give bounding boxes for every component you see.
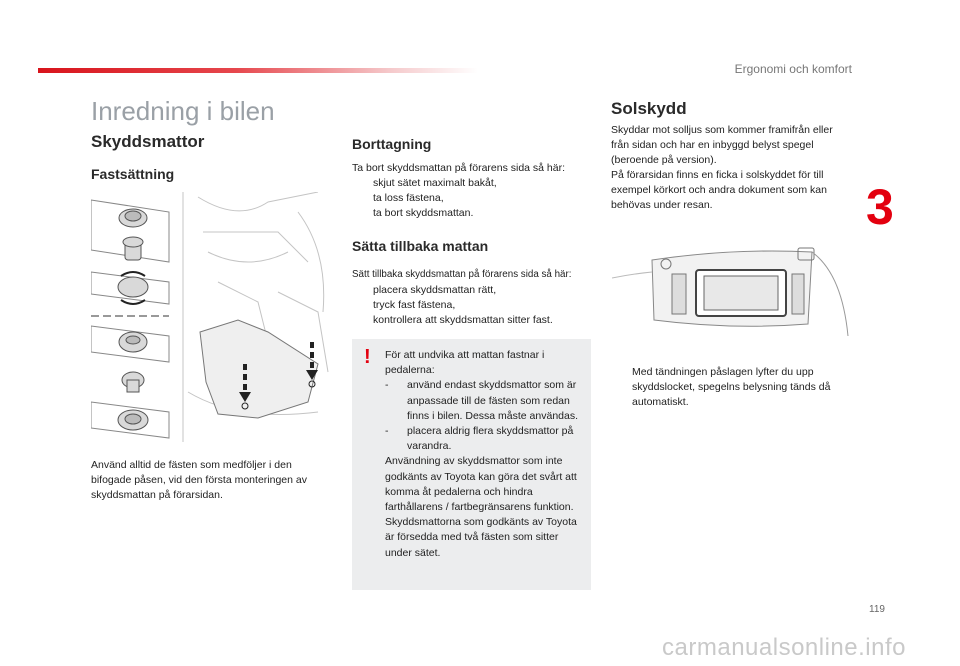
warning-icon: ! xyxy=(364,346,371,368)
watermark: carmanualsonline.info xyxy=(662,634,906,661)
mats-heading: Skyddsmattor xyxy=(91,132,205,151)
list-item: Med tändningen påslagen lyfter du upp skyddslocket, spegelns belysning tänds då automatiskt. xyxy=(632,366,831,408)
refit-heading: Sätta tillbaka mattan xyxy=(352,238,489,254)
fastener-step-3 xyxy=(91,326,169,392)
warning-para: Skyddsmattorna som godkänts av Toyota är försedda med två fästen som sitter under sätet. xyxy=(385,516,577,559)
list-item: placera skyddsmattan rätt, xyxy=(373,284,497,296)
fastener-step-2 xyxy=(91,272,169,304)
removal-intro: Ta bort skyddsmattan på förarens sida så här: xyxy=(352,162,566,174)
floor-mat-illustration xyxy=(178,192,330,444)
sunvisor-text-2: På förarsidan finns en ficka i solskyddet för till exempel körkort och andra dokument som kan behövas under resan. xyxy=(611,169,827,211)
warning-item: - använd endast skyddsmattor som är anpassade till de fästen som redan finns i bilen. Dessa måste användas. xyxy=(385,379,579,422)
warning-para: Användning av skyddsmattor som inte godkänts av Toyota kan göra det svårt att komma åt pedalerna och hindra farthållarens / fartbegränsarens funktion. xyxy=(385,455,577,514)
fastener-step-1 xyxy=(91,200,169,262)
fitting-text: Använd alltid de fästen som medföljer i den bifogade påsen, vid den första monteringen av skyddsmattan på förarsidan. xyxy=(91,459,307,501)
list-item: kontrollera att skyddsmattan sitter fast. xyxy=(373,314,553,326)
refit-steps xyxy=(352,283,592,328)
fastener-illustrations xyxy=(91,190,171,440)
header-accent-bar xyxy=(38,68,478,73)
sunvisor-text: Skyddar mot solljus som kommer framifrån eller från sidan och har en inbyggd belyst spegel (beroende på version). xyxy=(611,124,833,166)
section-title: Ergonomi och komfort xyxy=(734,62,852,76)
floor-mat xyxy=(200,320,318,418)
warning-box xyxy=(352,339,591,590)
fitting-heading: Fastsättning xyxy=(91,166,175,182)
sunvisor-illustration xyxy=(612,244,852,340)
warning-content xyxy=(385,348,583,561)
list-item: ta loss fästena, xyxy=(373,192,444,204)
removal-steps xyxy=(352,176,592,221)
page-number: 119 xyxy=(869,604,885,615)
list-item: skjut sätet maximalt bakåt, xyxy=(373,177,497,189)
refit-intro: Sätt tillbaka skyddsmattan på förarens sida så här: xyxy=(352,269,572,280)
list-item: ta bort skyddsmattan. xyxy=(373,207,474,219)
sunvisor-steps xyxy=(611,365,851,410)
list-item: tryck fast fästena, xyxy=(373,299,456,311)
page-title: Inredning i bilen xyxy=(91,96,275,126)
chapter-number: 3 xyxy=(866,179,894,235)
warning-item: - placera aldrig flera skyddsmattor på varandra. xyxy=(385,425,574,453)
fastener-step-4 xyxy=(91,402,169,438)
sunvisor-heading: Solskydd xyxy=(611,99,687,118)
warning-intro: För att undvika att mattan fastnar i pedalerna: xyxy=(385,349,545,377)
removal-heading: Borttagning xyxy=(352,136,432,152)
